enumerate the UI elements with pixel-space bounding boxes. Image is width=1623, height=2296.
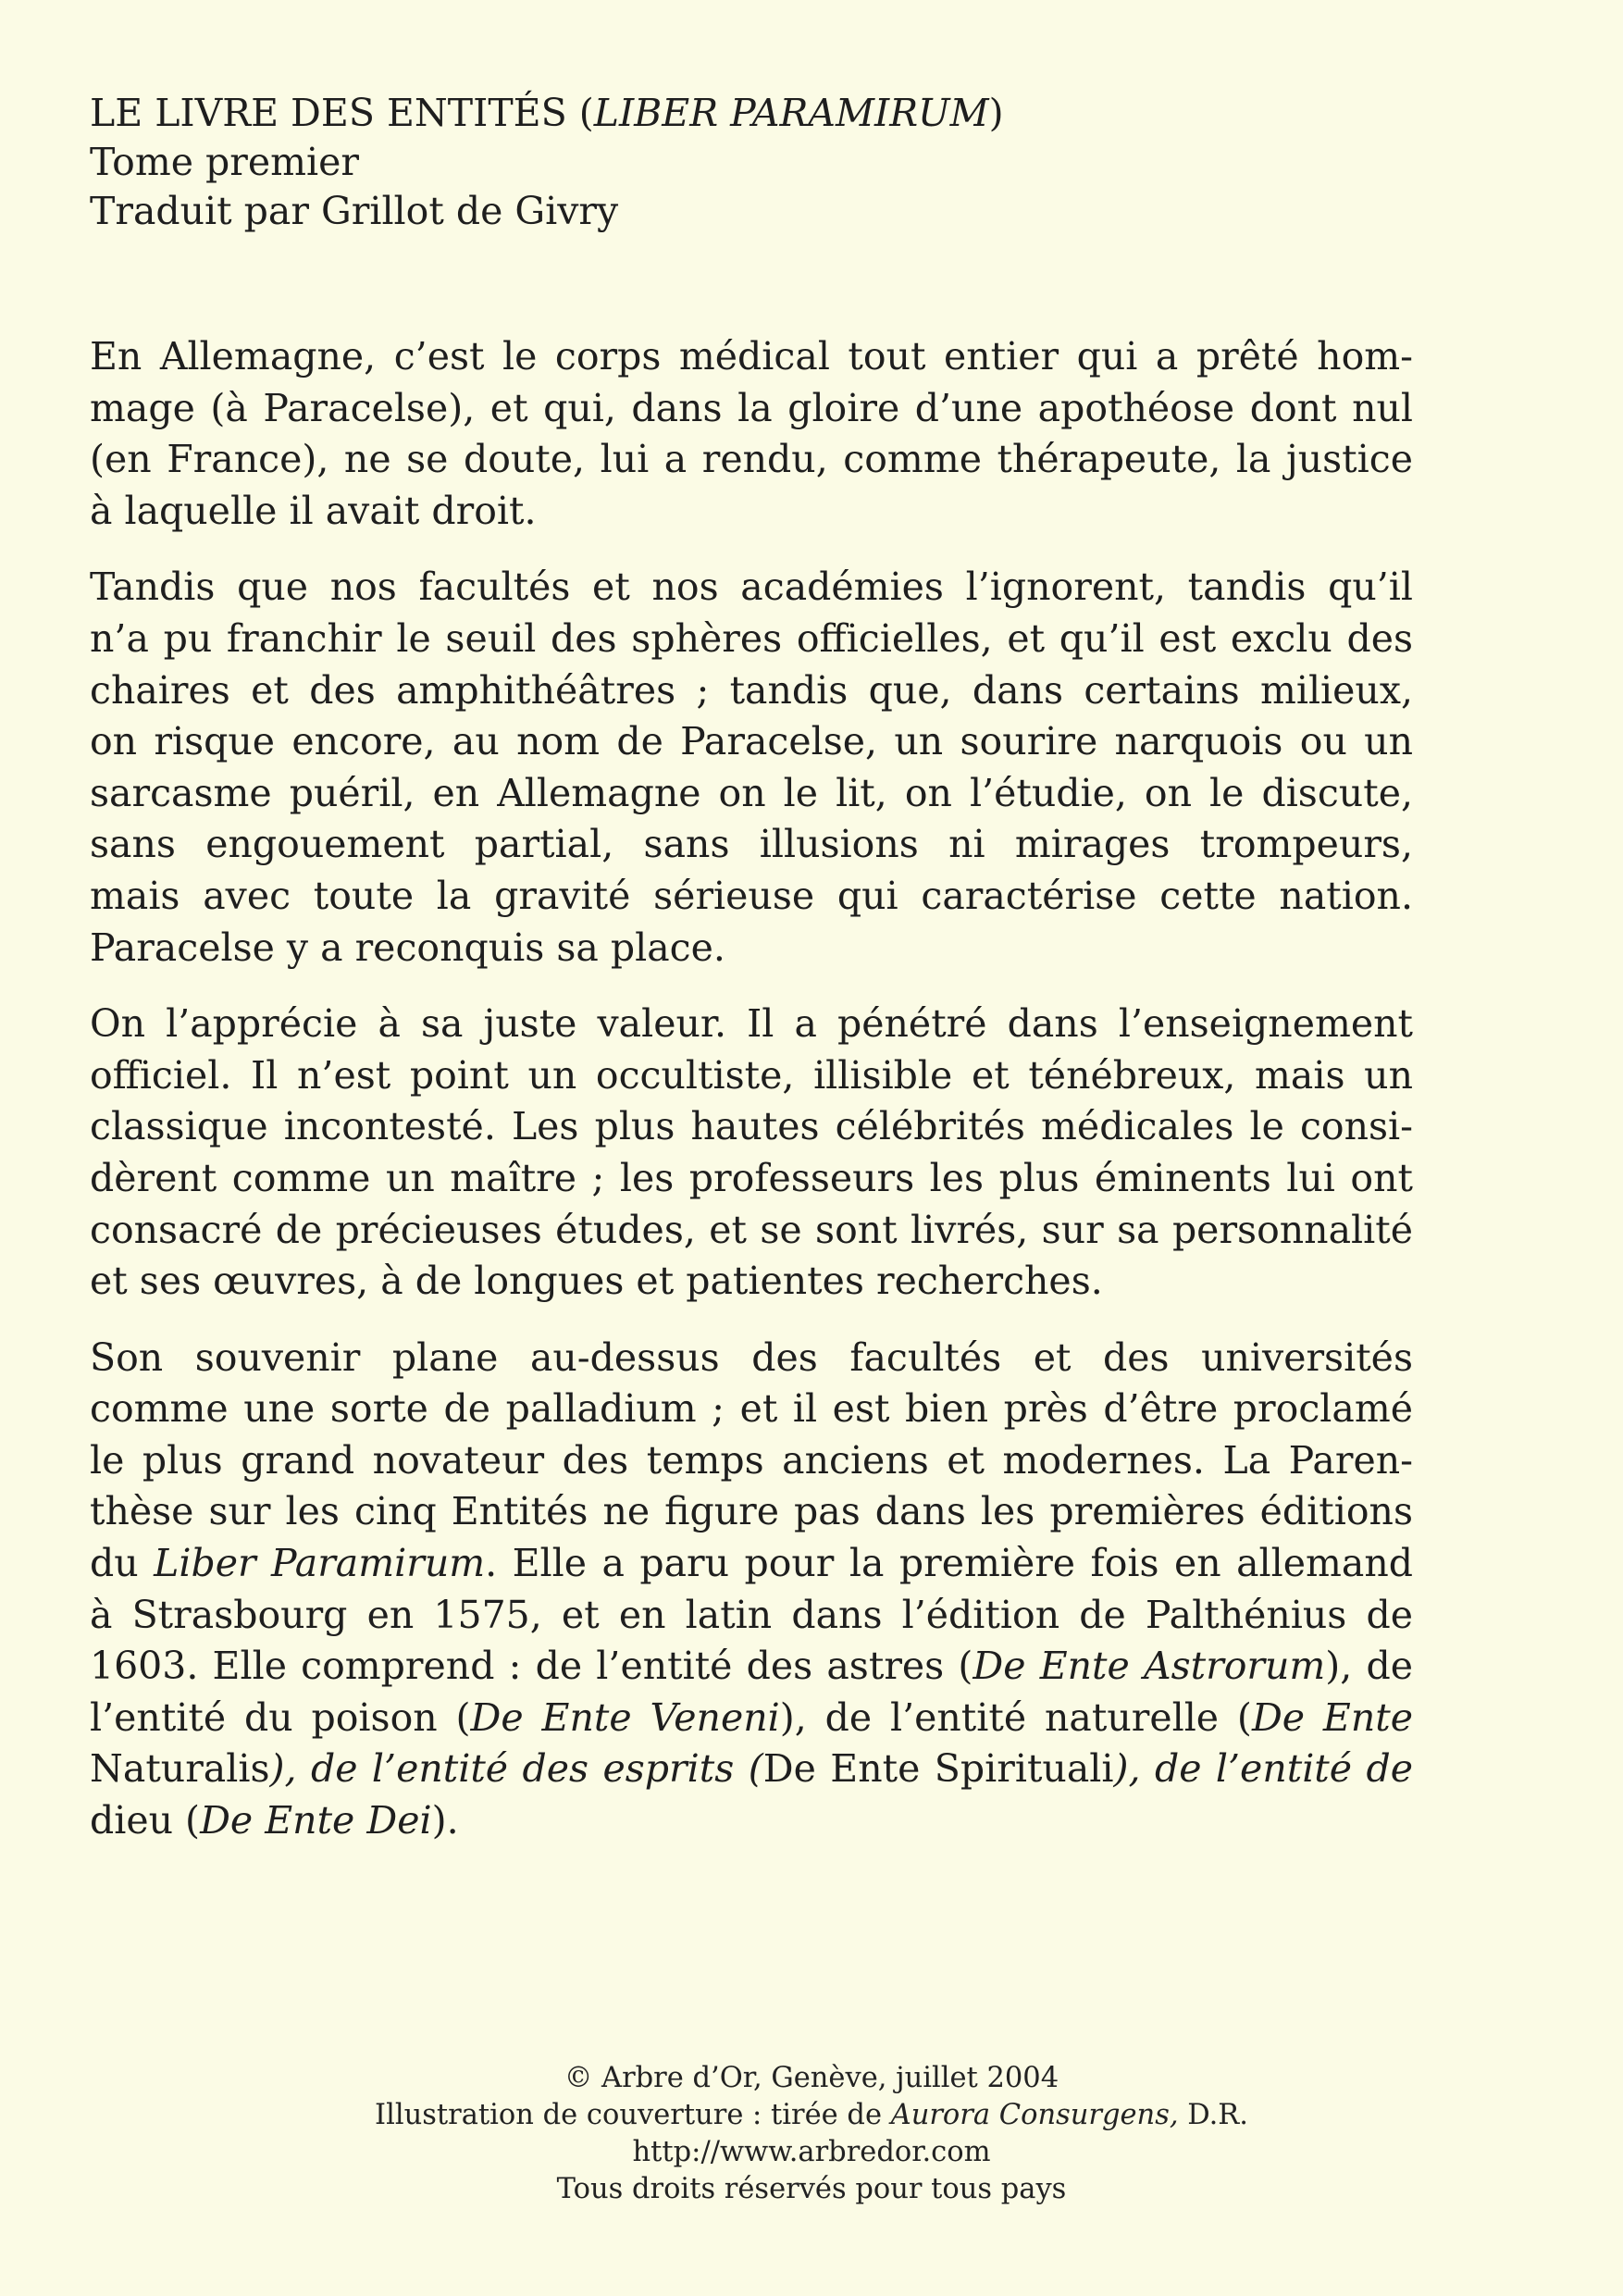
text-line (90, 1795, 1413, 1847)
colophon (0, 2060, 1623, 2208)
text-run: (en France), ne se doute, lui a rendu, comme thérapeute, la justice (90, 437, 1413, 482)
text-line (90, 1538, 1413, 1590)
text-line (90, 1256, 1413, 1308)
text-line (90, 923, 1413, 974)
latin-title: De Ente (1251, 1694, 1413, 1740)
text-run: sans engouement partial, sans illusions ni mirages trompeurs, (90, 822, 1413, 867)
rights-notice: Tous droits réservés pour tous pays (556, 2173, 1067, 2205)
publisher-url: http://www.arbredor.com (632, 2136, 991, 2168)
text-run: dèrent comme un maître ; les professeurs les plus éminents lui ont (90, 1155, 1413, 1200)
latin-title: ), de l’entité des esprits ( (269, 1746, 763, 1792)
text-run: du (90, 1541, 155, 1586)
text-run: Naturalis (90, 1746, 270, 1792)
text-run: On l’apprécie à sa juste valeur. Il a pénétré dans l’enseignement (90, 1001, 1413, 1047)
text-run: l’entité du poison ( (90, 1694, 471, 1740)
book-title-latin: LIBER PARAMIRUM (593, 91, 989, 135)
text-run: classique incontesté. Les plus hautes célébrités médicales le consi- (90, 1104, 1413, 1149)
illustration-credit-title: Aurora Consurgens, (890, 2099, 1179, 2131)
text-run: dieu ( (90, 1798, 201, 1843)
volume-label: Tome premier (90, 140, 359, 184)
text-line (90, 1101, 1413, 1153)
text-run: mage (à Paracelse), et qui, dans la gloire d’une apothéose dont nul (90, 385, 1413, 430)
text-line (90, 1744, 1413, 1795)
latin-title: De Ente Dei (200, 1798, 432, 1843)
text-line (90, 768, 1413, 820)
illustration-credit (0, 2097, 1623, 2134)
text-run: thèse sur les cinq Entités ne figure pas dans les premières éditions (90, 1489, 1413, 1534)
text-line (90, 716, 1413, 768)
text-line (90, 1384, 1413, 1435)
text-line (90, 1486, 1413, 1538)
illustration-credit-suffix: D.R. (1178, 2099, 1248, 2131)
text-run: consacré de précieuses études, et se sont livrés, sur sa personnalité (90, 1207, 1413, 1252)
text-run: Tandis que nos facultés et nos académies l’ignorent, tandis qu’il (90, 565, 1413, 610)
text-run: mais avec toute la gravité sérieuse qui caractérise cette nation. (90, 873, 1413, 918)
text-run: à laquelle il avait droit. (90, 488, 537, 533)
translator-credit: Traduit par Grillot de Givry (90, 189, 619, 233)
text-run: ). (431, 1798, 459, 1843)
text-line (90, 1641, 1413, 1693)
text-run: comme une sorte de palladium ; et il est bien près d’être proclamé (90, 1386, 1413, 1432)
text-run: et ses œuvres, à de longues et patientes recherches. (90, 1259, 1103, 1304)
text-line (90, 1590, 1413, 1642)
latin-title: De Ente Astrorum (973, 1644, 1326, 1689)
text-run: à Strasbourg en 1575, et en latin dans l’édition de Palthénius de (90, 1592, 1413, 1637)
text-run: sarcasme puéril, en Allemagne on le lit, on l’étudie, on le discute, (90, 770, 1413, 815)
text-line (90, 665, 1413, 717)
text-line (90, 1153, 1413, 1205)
title-block (90, 89, 1422, 236)
book-title-main: LE LIVRE DES ENTITÉS ( (90, 91, 594, 135)
text-run: 1603. Elle comprend : de l’entité des astres ( (90, 1644, 973, 1689)
text-line (90, 999, 1413, 1050)
text-line (90, 434, 1413, 486)
text-line (90, 614, 1413, 665)
illustration-credit-prefix: Illustration de couverture : tirée de (375, 2099, 891, 2131)
paragraph (90, 1333, 1413, 1847)
latin-title: ), de l’entité de (1113, 1746, 1413, 1792)
copyright-line: © Arbre d’Or, Genève, juillet 2004 (564, 2062, 1059, 2094)
book-title (90, 89, 1422, 138)
text-line (90, 486, 1413, 538)
paragraph (90, 331, 1413, 537)
paragraph (90, 562, 1413, 974)
blurb-text (90, 331, 1413, 1872)
text-line (90, 562, 1413, 614)
text-run: En Allemagne, c’est le corps médical tout entier qui a prêté hom- (90, 334, 1413, 379)
text-run: De Ente Spirituali (762, 1746, 1114, 1792)
text-run: ), de l’entité naturelle ( (779, 1694, 1252, 1740)
text-line (90, 383, 1413, 435)
book-title-close: ) (988, 91, 1004, 135)
text-line (90, 871, 1413, 923)
text-line (90, 1050, 1413, 1102)
text-line (90, 1333, 1413, 1384)
text-run: officiel. Il n’est point un occultiste, illisible et ténébreux, mais un (90, 1052, 1413, 1098)
text-line (90, 1205, 1413, 1257)
paragraph (90, 999, 1413, 1308)
text-run: Paracelse y a reconquis sa place. (90, 925, 725, 970)
text-line (90, 331, 1413, 383)
latin-title: De Ente Veneni (470, 1694, 780, 1740)
text-run: chaires et des amphithéâtres ; tandis que, dans certains milieux, (90, 667, 1413, 713)
text-line (90, 1693, 1413, 1744)
text-run: le plus grand novateur des temps anciens et modernes. La Paren- (90, 1437, 1413, 1483)
text-run: . Elle a paru pour la première fois en allemand (485, 1541, 1413, 1586)
text-line (90, 819, 1413, 871)
latin-title: Liber Paramirum (154, 1541, 486, 1586)
text-run: Son souvenir plane au-dessus des facultés et des universités (90, 1334, 1413, 1380)
text-run: on risque encore, au nom de Paracelse, un sourire narquois ou un (90, 719, 1413, 764)
text-line (90, 1435, 1413, 1487)
text-run: n’a pu franchir le seuil des sphères officielles, et qu’il est exclu des (90, 615, 1413, 661)
text-run: ), de (1325, 1644, 1413, 1689)
